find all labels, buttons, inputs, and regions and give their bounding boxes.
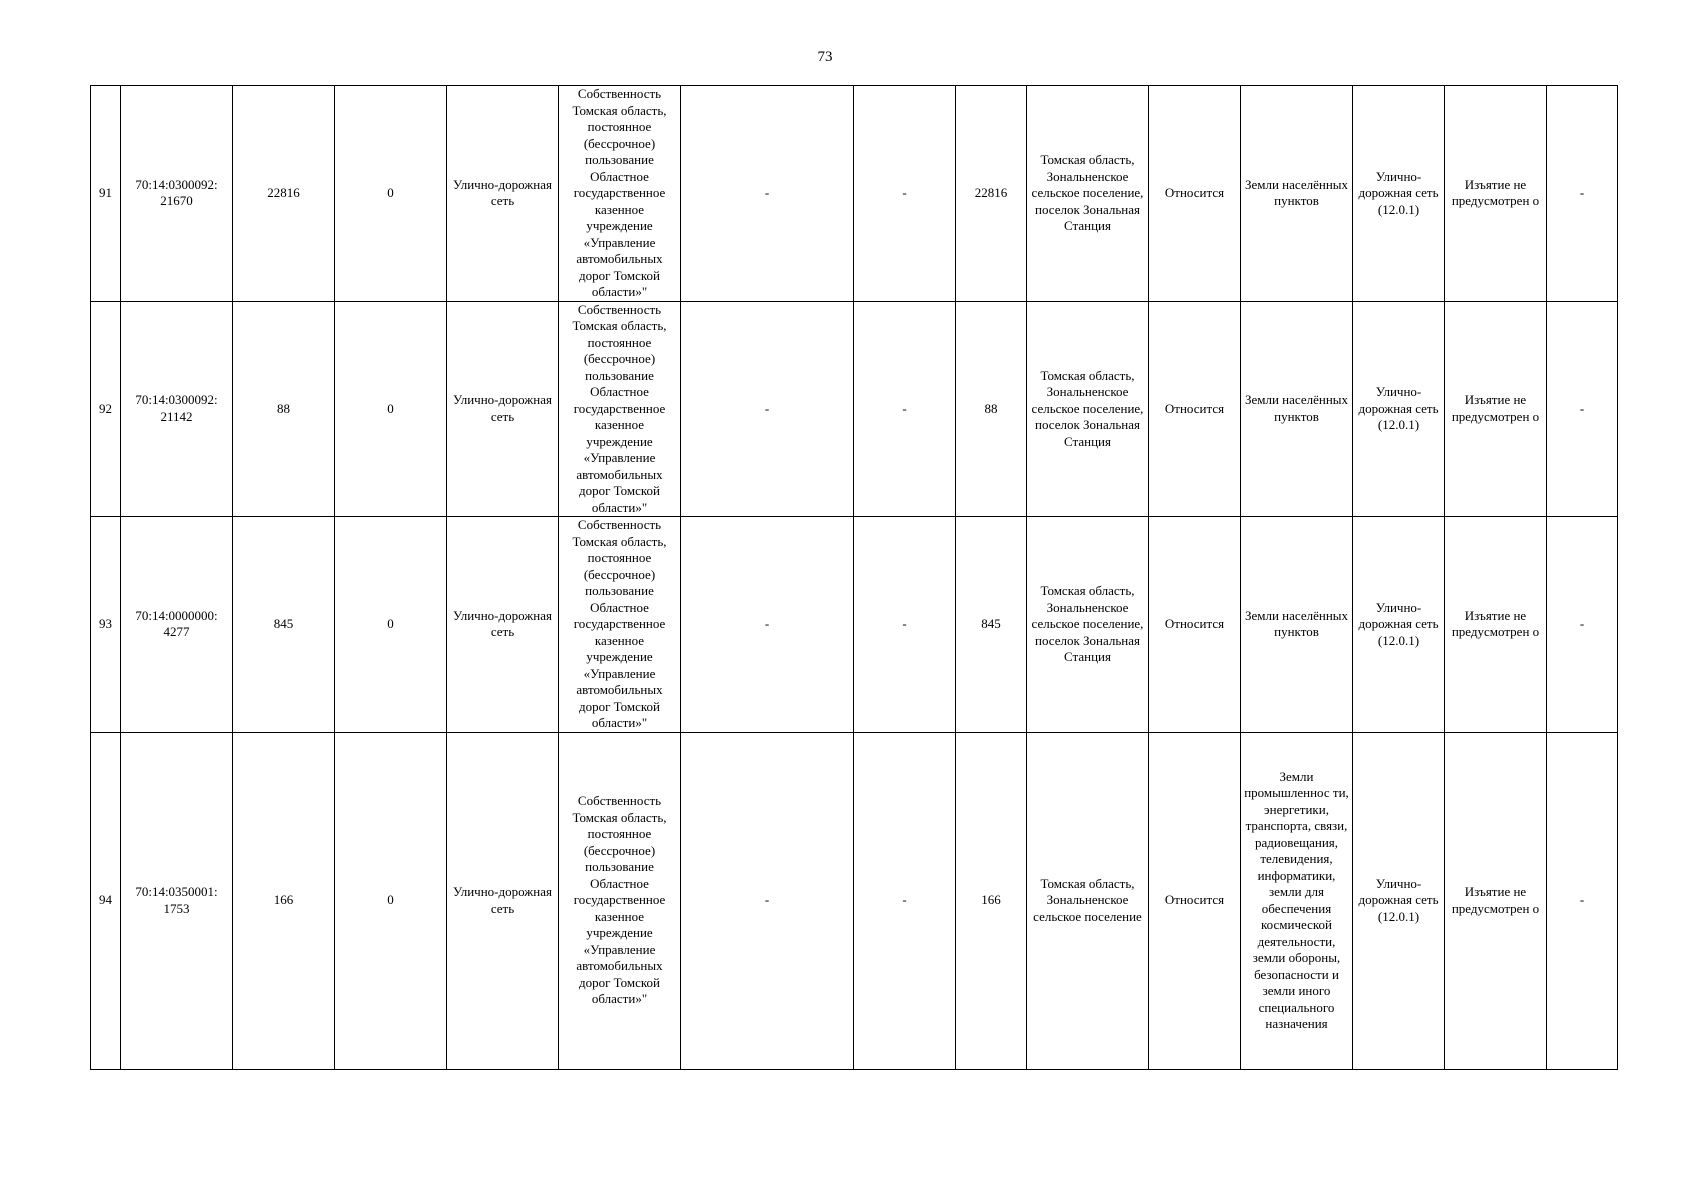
location-cell: Томская область, Зональненское сельское поселение [1027,732,1149,1069]
empty-dash-cell: - [681,517,854,733]
empty-dash-cell: - [1547,732,1618,1069]
plot-area-2: 22816 [956,86,1027,302]
cadastral-number: 70:14:0300092: 21142 [121,301,233,517]
empty-dash-cell: - [1547,86,1618,302]
rights-cell: Собственность Томская область, постоянное (бессрочное) пользование Областное государственное казенное учреждение «Управление автомобильных дорог Томской области»" [559,301,681,517]
empty-dash-cell: - [681,732,854,1069]
location-cell: Томская область, Зональненское сельское поселение, поселок Зональная Станция [1027,517,1149,733]
location-cell: Томская область, Зональненское сельское поселение, поселок Зональная Станция [1027,301,1149,517]
row-number: 92 [91,301,121,517]
empty-dash-cell: - [1547,301,1618,517]
zero-value: 0 [335,517,447,733]
permitted-use-cell: Улично-дорожная сеть (12.0.1) [1353,86,1445,302]
permitted-use-cell: Улично-дорожная сеть (12.0.1) [1353,517,1445,733]
purpose-cell: Улично-дорожная сеть [447,301,559,517]
plot-area-2: 845 [956,517,1027,733]
permitted-use-cell: Улично-дорожная сеть (12.0.1) [1353,732,1445,1069]
plot-area: 166 [233,732,335,1069]
zero-value: 0 [335,301,447,517]
land-plots-table [90,85,1618,1070]
relation-cell: Относится [1149,301,1241,517]
empty-dash-cell: - [681,86,854,302]
table-row [91,732,1618,1069]
zero-value: 0 [335,86,447,302]
land-category-cell: Земли промышленнос ти, энергетики, транспорта, связи, радиовещания, телевидения, информатики, земли для обеспечения космической деятельности, земли обороны, безопасности и земли иного специального назначения [1241,732,1353,1069]
cadastral-number: 70:14:0350001: 1753 [121,732,233,1069]
page-number: 73 [817,49,833,65]
empty-dash-cell: - [854,86,956,302]
plot-area: 845 [233,517,335,733]
land-category-cell: Земли населённых пунктов [1241,517,1353,733]
rights-cell: Собственность Томская область, постоянное (бессрочное) пользование Областное государственное казенное учреждение «Управление автомобильных дорог Томской области»" [559,517,681,733]
purpose-cell: Улично-дорожная сеть [447,732,559,1069]
plot-area: 22816 [233,86,335,302]
plot-area: 88 [233,301,335,517]
withdrawal-cell: Изъятие не предусмотрен о [1445,517,1547,733]
rights-cell: Собственность Томская область, постоянное (бессрочное) пользование Областное государственное казенное учреждение «Управление автомобильных дорог Томской области»" [559,86,681,302]
zero-value: 0 [335,732,447,1069]
table-row [91,301,1618,517]
purpose-cell: Улично-дорожная сеть [447,86,559,302]
cadastral-number: 70:14:0300092: 21670 [121,86,233,302]
empty-dash-cell: - [854,301,956,517]
relation-cell: Относится [1149,732,1241,1069]
row-number: 91 [91,86,121,302]
plot-area-2: 88 [956,301,1027,517]
rights-cell: Собственность Томская область, постоянное (бессрочное) пользование Областное государственное казенное учреждение «Управление автомобильных дорог Томской области»" [559,732,681,1069]
land-category-cell: Земли населённых пунктов [1241,301,1353,517]
relation-cell: Относится [1149,86,1241,302]
empty-dash-cell: - [854,517,956,733]
withdrawal-cell: Изъятие не предусмотрен о [1445,301,1547,517]
permitted-use-cell: Улично-дорожная сеть (12.0.1) [1353,301,1445,517]
withdrawal-cell: Изъятие не предусмотрен о [1445,732,1547,1069]
relation-cell: Относится [1149,517,1241,733]
plot-area-2: 166 [956,732,1027,1069]
empty-dash-cell: - [681,301,854,517]
row-number: 93 [91,517,121,733]
empty-dash-cell: - [854,732,956,1069]
purpose-cell: Улично-дорожная сеть [447,517,559,733]
withdrawal-cell: Изъятие не предусмотрен о [1445,86,1547,302]
location-cell: Томская область, Зональненское сельское поселение, поселок Зональная Станция [1027,86,1149,302]
empty-dash-cell: - [1547,517,1618,733]
row-number: 94 [91,732,121,1069]
land-category-cell: Земли населённых пунктов [1241,86,1353,302]
table-row [91,517,1618,733]
table-row [91,86,1618,302]
cadastral-number: 70:14:0000000: 4277 [121,517,233,733]
